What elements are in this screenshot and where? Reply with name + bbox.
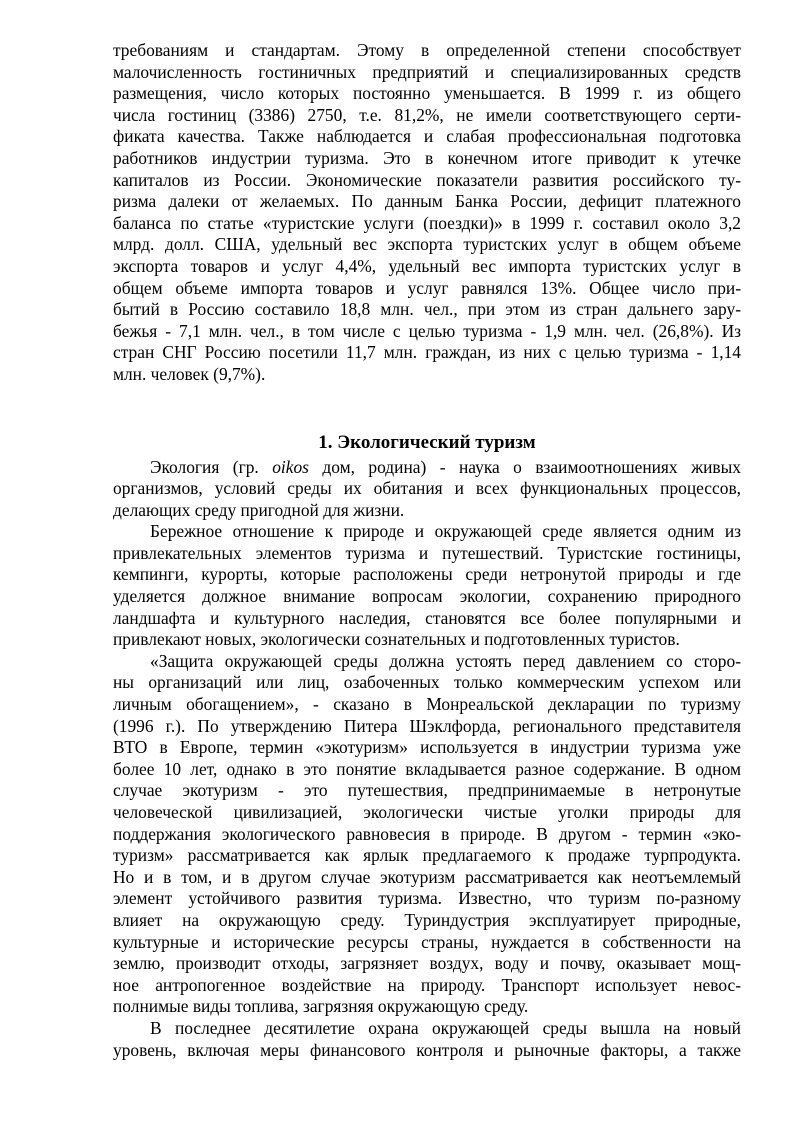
paragraph-tourism-economics — [113, 40, 741, 386]
text-line: капиталов из России. Экономические показатели развития российского ту- — [113, 169, 741, 190]
text-line: ландшафта и культурного наследия, становятся все более популярными и — [113, 607, 741, 628]
text-line: общем объеме импорта товаров и услуг равнялся 13%. Общее число при- — [113, 277, 741, 298]
text-line: (1996 г.). По утверждению Питера Шэклфорда, регионального представителя — [113, 715, 741, 736]
paragraph-environment-protection — [113, 651, 741, 1018]
text-line: бытий в Россию составило 18,8 млн. чел., при этом из стран дальнего зару- — [113, 299, 741, 320]
text-line: размещения, число которых постоянно уменьшается. В 1999 г. из общего — [113, 83, 741, 104]
text-line: экспорта товаров и услуг 4,4%, удельный вес импорта туристских услуг в — [113, 255, 741, 276]
text-line: ное антропогенное воздействие на природу. Транспорт использует невос- — [113, 974, 741, 995]
text-line: привлекательных элементов туризма и путешествий. Туристские гостиницы, — [113, 542, 741, 563]
text-line: млрд. долл. США, удельный вес экспорта туристских услуг в общем объеме — [113, 234, 741, 255]
text-line: делающих среду пригодной для жизни. — [113, 499, 405, 520]
text-line: человеческой цивилизацией, экологически чистые уголки природы для — [113, 802, 741, 822]
definition-lead: Экология (гр. — [150, 456, 273, 477]
text-line: бежья - 7,1 млн. чел., в том числе с целью туризма - 1,9 млн. чел. (26,8%). Из — [113, 320, 741, 341]
section-spacer — [113, 386, 741, 415]
text-line: Но и в том, и в другом случае экотуризм рассматривается как неотъемлемый — [113, 866, 741, 887]
text-line: уровень, включая меры финансового контроля и рыночные факторы, а также — [113, 1039, 741, 1060]
paragraph-nature-attitude — [113, 521, 741, 651]
text-line: культурные и исторические ресурсы страны, нуждается в собственности на — [113, 931, 741, 952]
text-line: привлекают новых, экологически сознательных и подготовленных туристов. — [113, 629, 680, 650]
text-line: баланса по статье «туристские услуги (поездки)» в 1999 г. составил около 3,2 — [113, 212, 741, 233]
text-line: личным обогащением», - сказано в Монреальской декларации по туризму — [113, 694, 741, 715]
definition-rest: дом, родина) - наука о взаимоотношениях живых — [308, 456, 741, 477]
section-heading: 1. Экологический туризм — [318, 431, 536, 453]
text-line: требованиям и стандартам. Этому в определенной степени способствует — [113, 40, 741, 60]
text-line: организмов, условий среды их обитания и всех функциональных процессов, — [113, 478, 741, 499]
text-line: землю, производит отходы, загрязняет воздух, воду и почву, оказывает мощ- — [113, 953, 741, 974]
text-line: влияет на окружающую среду. Туриндустрия эксплуатирует природные, — [113, 909, 741, 930]
text-line: млн. человек (9,7%). — [113, 363, 266, 384]
text-line: В последнее десятилетие охрана окружающей среды вышла на новый — [150, 1017, 741, 1038]
text-line: более 10 лет, однако в это понятие вкладывается разное содержание. В одном — [113, 758, 741, 779]
text-line: кемпинги, курорты, которые расположены среди нетронутой природы и где — [113, 564, 741, 585]
paragraph-ecology-definition — [113, 457, 741, 522]
paragraph-recent-decade — [113, 1018, 741, 1061]
text-line: туризм» рассматривается как ярлык предлагаемого к продаже турпродукта. — [113, 845, 741, 866]
text-line: ризма далеки от желаемых. По данным Банка России, дефицит платежного — [113, 191, 741, 212]
text-line: полнимые виды топлива, загрязняя окружающую среду. — [113, 996, 529, 1017]
text-line: поддержания экологического равновесия в природе. В другом - термин «эко- — [113, 823, 741, 844]
text-line: работников индустрии туризма. Это в конечном итоге приводит к утечке — [113, 147, 741, 168]
document-page — [113, 40, 741, 1061]
definition-term: oikos — [272, 456, 309, 477]
text-line: малочисленность гостиничных предприятий и специализированных средств — [113, 61, 741, 82]
text-line: ВТО в Европе, термин «экотуризм» используется в индустрии туризма уже — [113, 737, 741, 758]
text-line: ны организаций или лиц, озабоченных только коммерческим успехом или — [113, 672, 741, 693]
text-line: элемент устойчивого развития туризма. Известно, что туризм по-разному — [113, 888, 741, 909]
text-line: стран СНГ Россию посетили 11,7 млн. граждан, из них с целью туризма - 1,14 — [113, 342, 741, 363]
text-line: числа гостиниц (3386) 2750, т.е. 81,2%, не имели соответствующего серти- — [113, 104, 741, 125]
text-line: фиката качества. Также наблюдается и слабая профессиональная подготовка — [113, 126, 741, 147]
text-line — [113, 457, 741, 479]
text-line: случае экотуризм - это путешествия, предпринимаемые в нетронутые — [113, 780, 741, 801]
text-line: «Защита окружающей среды должна устоять перед давлением со сторо- — [150, 650, 741, 671]
text-line: Бережное отношение к природе и окружающей среде является одним из — [150, 521, 741, 542]
text-line: уделяется должное внимание вопросам экологии, сохранению природного — [113, 586, 741, 607]
